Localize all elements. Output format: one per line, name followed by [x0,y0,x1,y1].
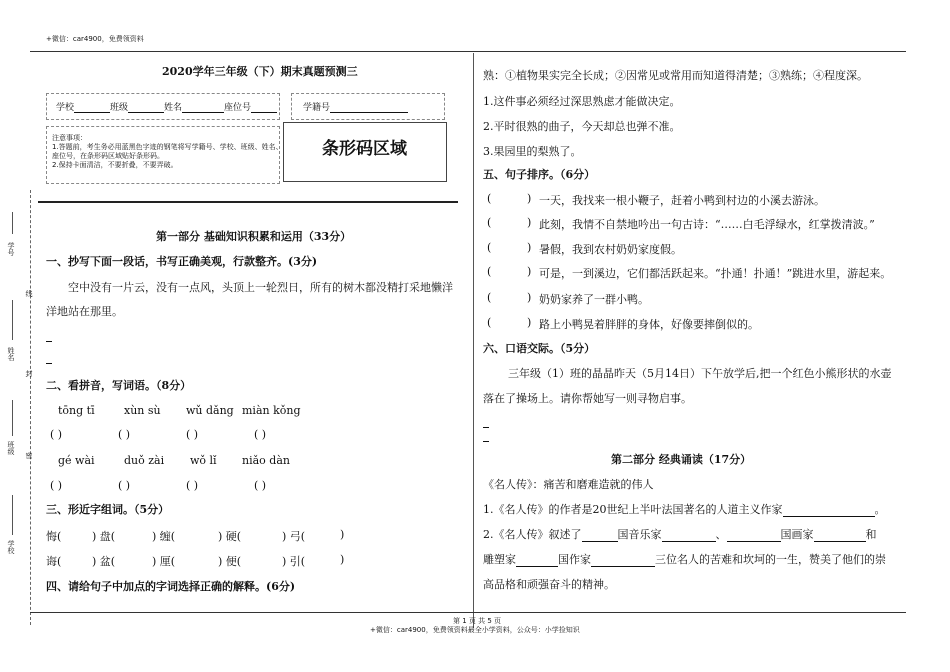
blank[interactable] [814,541,866,542]
blank[interactable] [582,541,618,542]
pinyin: wǔ dǎng [186,404,234,417]
answer-paren[interactable]: ( ) [186,428,199,441]
sentence-2: 2.平时很熟的曲子，今天却总也弹不准。 [483,120,681,133]
part2-title: 第二部分 经典诵读（17分） [611,453,752,466]
answer-paren[interactable]: ( ) [118,428,131,441]
student-info-fields: 学校 班级 姓名 座位号 [56,100,277,113]
pinyin: xùn sù [124,404,161,417]
q1-passage-a: 空中没有一片云，没有一点风，头顶上一轮烈日，所有的树木都没精打采地懒洋 [68,281,453,294]
side-label-id: 学号 [7,242,15,256]
answer-paren[interactable]: ( ) [118,479,131,492]
top-rule [30,51,906,52]
column-divider [473,53,474,628]
footer-note: +微信：car4900，免费领资料最全小学资料，公众号：小学捡知识 [370,626,580,634]
student-id-field: 学籍号 [303,100,408,113]
q6-write-line-2[interactable] [483,441,489,442]
q1-write-line-1[interactable] [46,341,52,342]
shu-definitions: 熟：①植物果实完全长成；②因常见或常用而知道得清楚；③熟练；④程度深。 [483,69,868,82]
q5-title: 五、句子排序。（6分） [483,168,596,181]
blank[interactable] [591,566,655,567]
page-number: 第 1 页 共 5 页 [453,617,502,625]
q6-write-line-1[interactable] [483,427,489,428]
side-blank-1 [12,212,13,234]
blank[interactable] [727,541,781,542]
notice-text: 注意事项： 1.答题前，考生务必用蓝黑色字迹的钢笔将写学籍号、学校、班级、姓名、 座位号，在条形码区域贴好条形码。 2.保持卡面清洁，不要折叠，不要弄破。 [52,134,283,169]
q1-write-line-2[interactable] [46,363,52,364]
blank[interactable] [662,541,716,542]
side-label-school: 学校 [7,540,15,554]
side-mark-seal: 封 [25,370,33,377]
pinyin: duǒ zài [124,454,165,467]
side-label-name: 姓名 [7,347,15,361]
book-line: 《名人传》：痛苦和磨难造就的伟人 [483,478,654,491]
q3-title: 三、形近字组词。（5分） [46,503,170,516]
barcode-label: 条形码区域 [322,139,407,159]
fill-2-end: 高品格和顽强奋斗的精神。 [483,578,615,591]
exam-title: 2020学年三年级（下）期末真题预测三 [162,65,358,78]
q2-title: 二、看拼音，写词语。（8分） [46,379,192,392]
pinyin: tōng tī [58,404,95,417]
side-blank-2 [12,300,13,340]
answer-paren[interactable]: ( ) [50,479,63,492]
bottom-rule [30,612,906,613]
answer-paren[interactable]: ( ) [186,479,199,492]
side-mark-line: 线 [25,290,33,297]
side-blank-3 [12,400,13,436]
fill-2-cont: 雕塑家 国作家 三位名人的苦难和坎坷的一生，赞美了他们的崇 [483,553,886,566]
binding-line [30,190,31,625]
header-rule [38,201,458,203]
side-mark-close: 密 [25,452,33,459]
blank[interactable] [516,566,558,567]
q6-title: 六、口语交际。（5分） [483,342,596,355]
header-note: +微信：car4900，免费领资料 [46,35,144,43]
answer-paren[interactable]: ( ) [50,428,63,441]
blank[interactable] [783,516,875,517]
fill-1: 1.《名人传》的作者是20世纪上半叶法国著名的人道主义作家 。 [483,503,886,516]
pinyin: wǒ lǐ [190,454,217,467]
side-blank-4 [12,495,13,535]
sentence-1: 1.这件事必须经过深思熟虑才能做决定。 [483,95,681,108]
q6-prompt-a: 三年级（1）班的晶晶昨天（5月14日）下午放学后,把一个红色小熊形状的水壶 [508,367,892,380]
pinyin: miàn kǒng [242,404,301,417]
fill-2: 2.《名人传》叙述了 国音乐家 、 国画家 和 [483,528,877,541]
q1-passage-b: 洋地站在那里。 [46,305,123,318]
sentence-3: 3.果园里的梨熟了。 [483,145,582,158]
pinyin: gé wài [58,454,95,467]
q1-title: 一、抄写下面一段话，书写正确美观，行款整齐。(3分) [46,255,318,268]
pinyin: niǎo dàn [242,454,290,467]
q4-title: 四、请给句子中加点的字词选择正确的解释。(6分) [46,580,296,593]
answer-paren[interactable]: ( ) [254,428,267,441]
q6-prompt-b: 落在了操场上。请你帮她写一则寻物启事。 [483,392,692,405]
part1-title: 第一部分 基础知识积累和运用（33分） [156,230,352,243]
answer-paren[interactable]: ( ) [254,479,267,492]
side-label-class: 班级 [7,441,15,455]
